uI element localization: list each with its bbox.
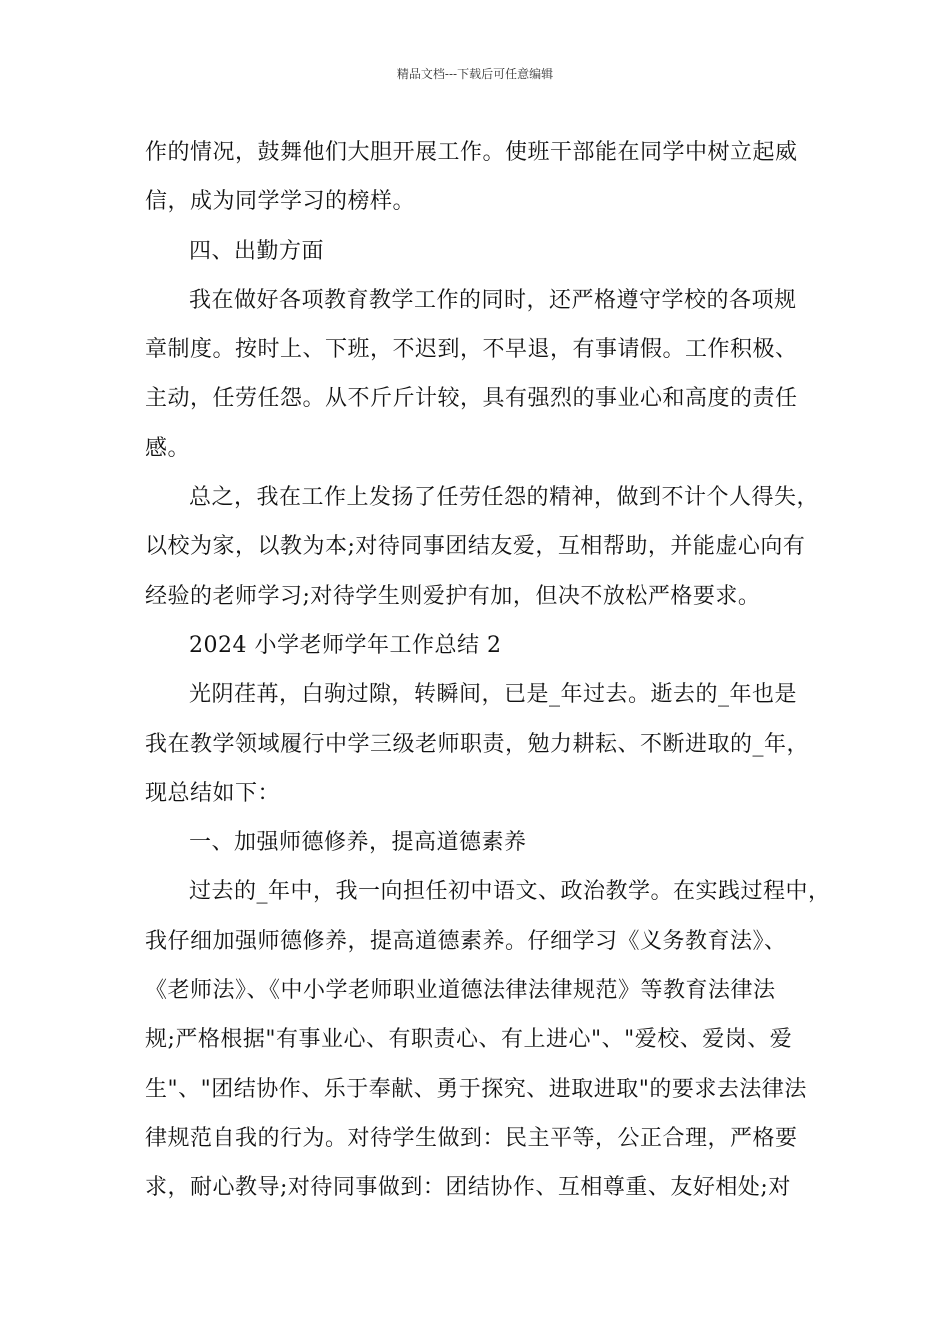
text-line: 主动，任劳任怨。从不斤斤计较，具有强烈的事业心和高度的责任 <box>145 386 798 412</box>
text-line: 我在教学领域履行中学三级老师职责，勉力耕耘、不断进取的_年， <box>145 731 810 757</box>
text-line: 经验的老师学习;对待学生则爱护有加，但决不放松严格要求。 <box>145 583 761 609</box>
text-line: 我仔细加强师德修养，提高道德素养。仔细学习《义务教育法》、 <box>145 928 787 954</box>
text-line: 我在做好各项教育教学工作的同时，还严格遵守学校的各项规 <box>189 287 797 313</box>
section-heading: 四、出勤方面 <box>189 238 325 264</box>
page-header: 精品文档---下载后可任意编辑 <box>396 67 554 81</box>
text-line: 光阴荏苒，白驹过隙，转瞬间，已是_年过去。逝去的_年也是 <box>189 682 798 708</box>
document-title: 2024 小学老师学年工作总结 2 <box>189 632 502 658</box>
text-line: 章制度。按时上、下班，不迟到，不早退，有事请假。工作积极、 <box>145 337 798 363</box>
text-line: 律规范自我的行为。对待学生做到：民主平等，公正合理，严格要 <box>145 1125 798 1151</box>
text-line: 感。 <box>145 435 191 461</box>
text-line: 《老师法》、《中小学老师职业道德法律法律规范》等教育法律法 <box>145 978 776 1004</box>
section-heading: 一、加强师德修养，提高道德素养 <box>189 830 527 856</box>
text-line: 求，耐心教导;对待同事做到：团结协作、互相尊重、友好相处;对 <box>145 1175 791 1201</box>
text-line: 生"、"团结协作、乐于奉献、勇于探究、进取进取"的要求去法律法 <box>145 1076 807 1102</box>
text-line: 规;严格根据"有事业心、有职责心、有上进心"、"爱校、爱岗、爱 <box>145 1027 793 1053</box>
text-line: 总之，我在工作上发扬了任劳任怨的精神，做到不计个人得失， <box>189 485 820 511</box>
text-line: 信，成为同学学习的榜样。 <box>145 189 416 215</box>
text-line: 作的情况，鼓舞他们大胆开展工作。使班干部能在同学中树立起威 <box>145 140 798 165</box>
text-line: 以校为家，以教为本;对待同事团结友爱，互相帮助，并能虚心向有 <box>145 534 806 560</box>
document-body <box>145 128 831 1213</box>
text-line: 现总结如下： <box>145 780 281 806</box>
text-line: 过去的_年中，我一向担任初中语文、政治教学。在实践过程中， <box>189 879 831 905</box>
